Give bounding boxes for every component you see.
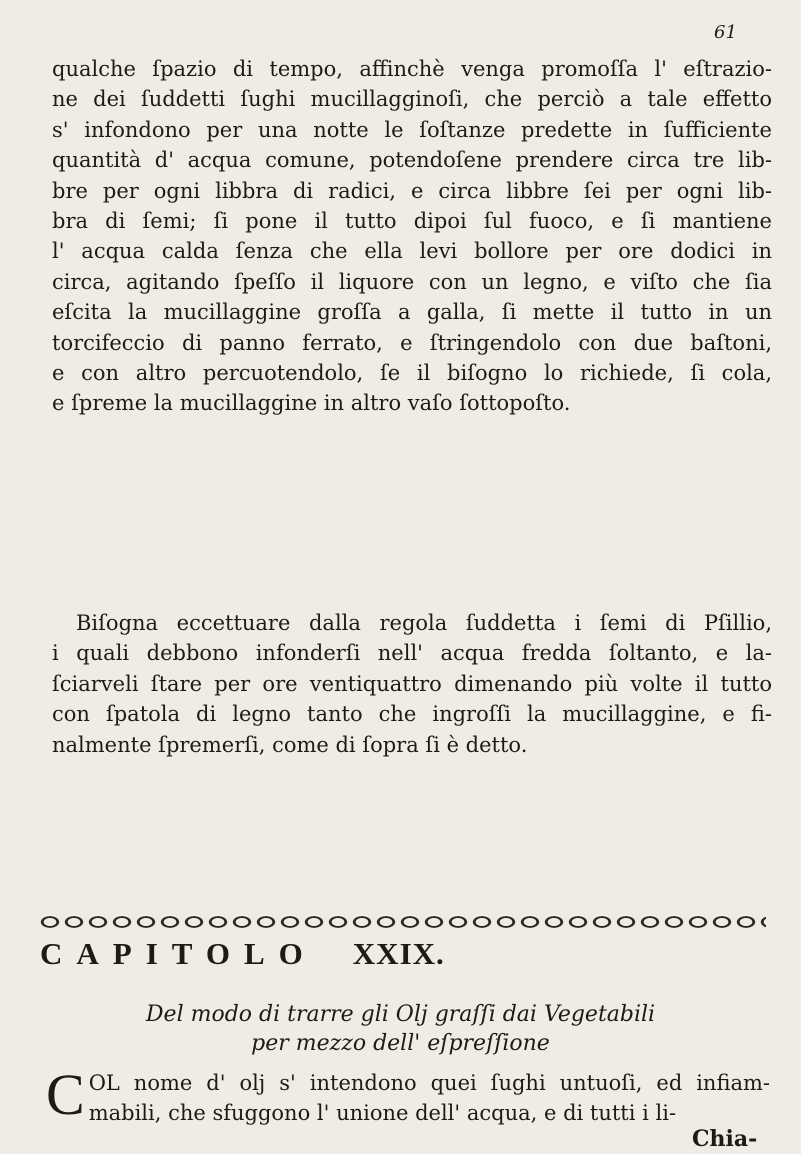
paragraph-1 (52, 54, 772, 419)
text-line: quantità d' acqua comune, potendoſene prendere circa tre lib- (52, 148, 772, 173)
text-line: bra di ſemi; ſi pone il tutto dipoi ſul fuoco, e ſi mantiene (52, 209, 772, 234)
text-line: mabili, che sfuggono l' unione dell' acqua, e di tutti i li- (88, 1101, 677, 1125)
text-line: e ſpreme la mucillaggine in altro vaſo ſottopoſto. (52, 391, 571, 416)
chapter-number: XXIX. (352, 936, 445, 971)
text-line: l' acqua calda ſenza che ella levi bollore per ore dodici in (52, 239, 772, 264)
paragraph-2 (52, 608, 772, 760)
chapter-body (46, 1062, 770, 1128)
text-line: i quali debbono infonderſi nell' acqua fredda ſoltanto, e la- (52, 641, 772, 666)
text-line: nalmente ſpremerſi, come di ſopra ſi è detto. (52, 732, 528, 757)
chapter-heading (40, 936, 760, 972)
catchword: Chia- (692, 1126, 758, 1152)
text-line: torcifeccio di panno ferrato, e ſtringendolo con due baſtoni, (52, 330, 772, 355)
page-number: 61 (714, 22, 737, 43)
chapter-subtitle-line-2: per mezzo dell' eſpreſſione (251, 1031, 550, 1056)
text-line: circa, agitando ſpeſſo il liquore con un legno, e viſto che ſia (52, 269, 772, 294)
text-line: qualche ſpazio di tempo, affinchè venga promoſſa l' eſtrazio- (52, 57, 772, 81)
text-line: Biſogna eccettuare dalla regola ſuddetta i ſemi di Pſillio, (76, 611, 772, 635)
ornamental-border (38, 913, 766, 931)
text-line: ne dei ſuddetti ſughi mucillagginoſi, che perciò a tale effetto (52, 87, 772, 112)
chapter-subtitle-line-1: Del modo di trarre gli Olj graſſi dai Vegetabili (145, 1002, 656, 1027)
text-line: e con altro percuotendolo, ſe il biſogno lo richiede, ſi cola, (52, 361, 772, 386)
text-line: bre per ogni libbra di radici, e circa libbre ſei per ogni lib- (52, 178, 772, 203)
text-line: OL nome d' olj s' intendono quei ſughi untuoſi, ed infiam- (88, 1071, 770, 1095)
drop-cap: C (46, 1062, 85, 1127)
text-line: con ſpatola di legno tanto che ingroſſi la mucillaggine, e fi- (52, 702, 772, 727)
text-line: s' infondono per una notte le ſoſtanze predette in ſufficiente (52, 117, 772, 142)
text-line: ſciarveli ſtare per ore ventiquattro dimenando più volte il tutto (52, 671, 772, 696)
chapter-word: CAPITOLO (40, 936, 317, 971)
text-line: eſcita la mucillaggine groſſa a galla, ſi mette il tutto in un (52, 300, 772, 325)
